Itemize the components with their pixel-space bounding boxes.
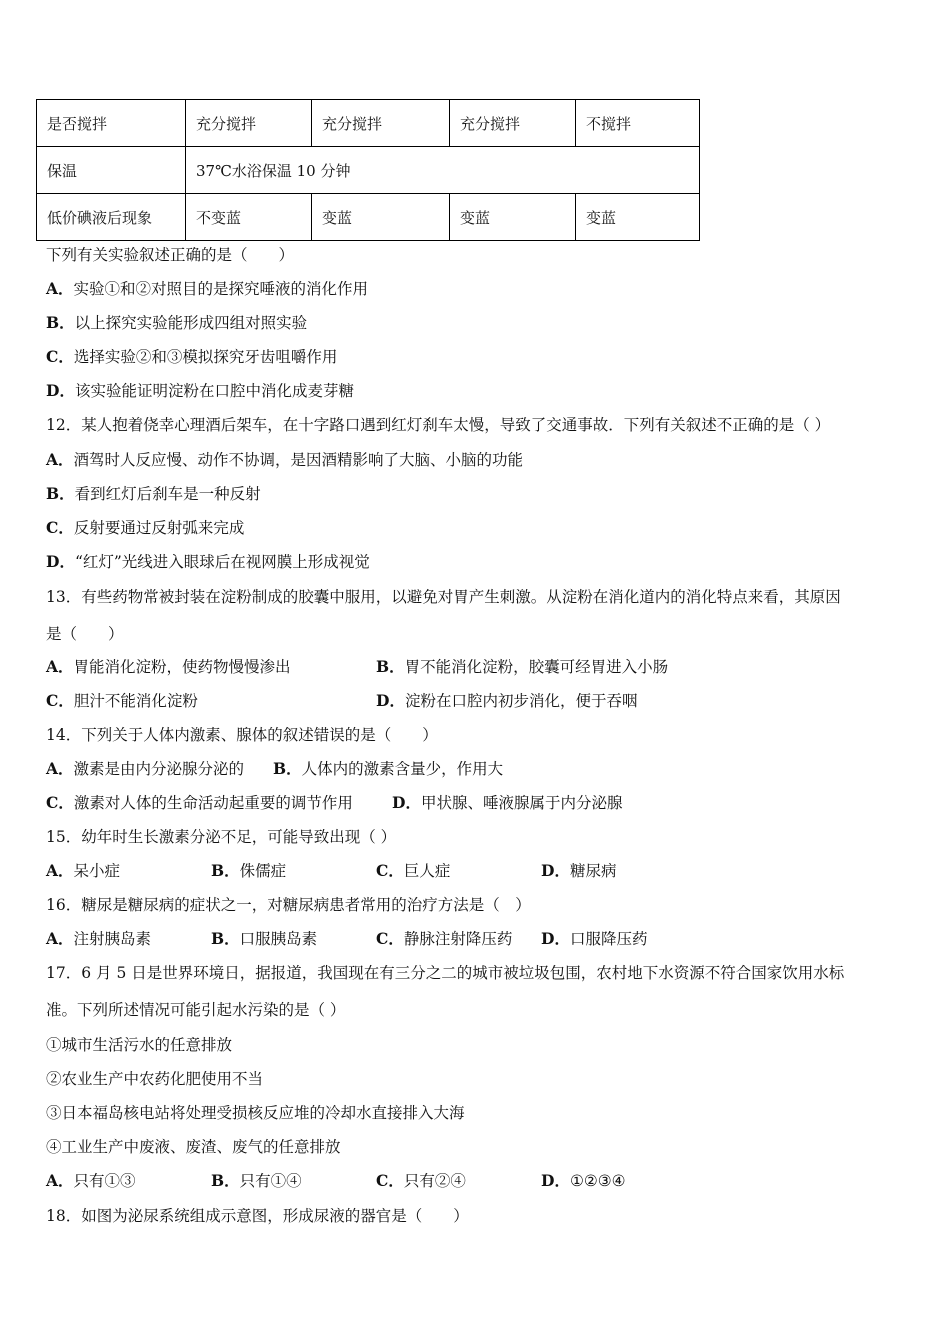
option-letter: D． [392, 793, 421, 812]
option-letter: A． [46, 861, 74, 880]
option-text: 激素对人体的生命活动起重要的调节作用 [73, 794, 353, 812]
option-text: 人体内的激素含量少，作用大 [301, 760, 504, 778]
table-cell: 充分搅拌 [450, 100, 576, 147]
option-text: 巨人症 [403, 862, 451, 880]
option-text: 胃能消化淀粉，使药物慢慢渗出 [73, 658, 291, 676]
table-row [37, 194, 700, 241]
option-letter: A． [46, 929, 74, 948]
experiment-table [36, 99, 700, 241]
option-text: 糖尿病 [569, 862, 617, 880]
option-letter: A． [46, 1171, 74, 1190]
table-cell: 变蓝 [450, 194, 576, 241]
option-letter: C． [46, 347, 74, 366]
option-letter: D． [46, 552, 75, 571]
option-text: 该实验能证明淀粉在口腔中消化成麦芽糖 [74, 382, 354, 400]
option-letter: B． [46, 313, 75, 332]
option-text: 注射胰岛素 [73, 930, 152, 948]
option [46, 1171, 136, 1191]
option-text: 只有①④ [239, 1172, 302, 1190]
option [541, 1171, 626, 1191]
table-cell: 充分搅拌 [186, 100, 312, 147]
option-text: 实验①和②对照目的是探究唾液的消化作用 [73, 280, 369, 298]
option-letter: C． [46, 793, 74, 812]
table-cell: 变蓝 [576, 194, 700, 241]
question-stem-continued: 准。下列所述情况可能引起水污染的是（ ） [46, 1001, 346, 1019]
option-text: 口服降压药 [569, 930, 648, 948]
option [211, 929, 317, 949]
option-text: 以上探究实验能形成四组对照实验 [74, 314, 308, 332]
option [46, 518, 244, 538]
question-stem: 下列有关实验叙述正确的是（ ） [46, 246, 295, 264]
option [46, 313, 307, 333]
option-letter: B． [46, 484, 75, 503]
option-text: 呆小症 [73, 862, 121, 880]
option [46, 450, 523, 470]
option-letter: A． [46, 450, 74, 469]
option [46, 929, 151, 949]
table-cell: 变蓝 [312, 194, 450, 241]
option-text: “红灯”光线进入眼球后在视网膜上形成视觉 [74, 553, 370, 571]
option-text: 激素是由内分泌腺分泌的 [73, 760, 245, 778]
option [46, 381, 354, 401]
option-letter: B． [211, 861, 240, 880]
question-stem: 12．某人抱着侥幸心理酒后架车，在十字路口遇到红灯刹车太慢，导致了交通事故．下列有关叙述不正确的是（ ） [46, 416, 831, 434]
option [211, 861, 286, 881]
option-text: 看到红灯后刹车是一种反射 [74, 485, 261, 503]
option-text: 口服胰岛素 [239, 930, 318, 948]
option [46, 279, 368, 299]
option-letter: C． [46, 691, 74, 710]
option [376, 691, 637, 711]
option-letter: C． [376, 1171, 404, 1190]
table-cell: 不搅拌 [576, 100, 700, 147]
row-label: 低价碘液后现象 [37, 194, 186, 241]
option-text: 胃不能消化淀粉，胶囊可经胃进入小肠 [404, 658, 669, 676]
question-stem: 15．幼年时生长激素分泌不足，可能导致出现（ ） [46, 828, 397, 846]
option [46, 759, 244, 779]
option [541, 929, 647, 949]
option [46, 793, 353, 813]
row-label: 是否搅拌 [37, 100, 186, 147]
option-letter: C． [46, 518, 74, 537]
option-text: 侏儒症 [239, 862, 287, 880]
option-text: 静脉注射降压药 [403, 930, 513, 948]
option [273, 759, 503, 779]
option-letter: B． [376, 657, 405, 676]
option [376, 861, 450, 881]
option [46, 657, 291, 677]
option [376, 1171, 466, 1191]
option [46, 347, 337, 367]
question-stem: 13．有些药物常被封装在淀粉制成的胶囊中服用，以避免对胃产生刺激。从淀粉在消化道内的消化特点来看，其原因 [46, 588, 841, 606]
option-letter: C． [376, 929, 404, 948]
option-text: 酒驾时人反应慢、动作不协调，是因酒精影响了大脑、小脑的功能 [73, 451, 524, 469]
option [392, 793, 622, 813]
option-letter: D． [541, 861, 570, 880]
table-cell: 不变蓝 [186, 194, 312, 241]
option-letter: D． [46, 381, 75, 400]
question-stem: 16．糖尿是糖尿病的症状之一，对糖尿病患者常用的治疗方法是（ ） [46, 896, 531, 914]
option-letter: A． [46, 657, 74, 676]
option [46, 861, 120, 881]
option-text: 只有②④ [403, 1172, 466, 1190]
question-stem-continued: 是（ ） [46, 625, 124, 643]
option [46, 552, 370, 572]
option [376, 929, 512, 949]
list-item: ④工业生产中废液、废渣、废气的任意排放 [46, 1138, 341, 1156]
option-text: 选择实验②和③模拟探究牙齿咀嚼作用 [73, 348, 338, 366]
option-text: ①②③④ [569, 1172, 626, 1190]
question-stem: 14．下列关于人体内激素、腺体的叙述错误的是（ ） [46, 726, 438, 744]
option-letter: C． [376, 861, 404, 880]
table-cell: 37℃水浴保温 10 分钟 [186, 147, 700, 194]
option [211, 1171, 302, 1191]
option-letter: B． [273, 759, 302, 778]
option-letter: A． [46, 279, 74, 298]
list-item: ③日本福岛核电站将处理受损核反应堆的冷却水直接排入大海 [46, 1104, 465, 1122]
row-label: 保温 [37, 147, 186, 194]
list-item: ①城市生活污水的任意排放 [46, 1036, 233, 1054]
table-row [37, 147, 700, 194]
option-text: 只有①③ [73, 1172, 136, 1190]
option-letter: B． [211, 929, 240, 948]
option [541, 861, 616, 881]
option-letter: D． [541, 929, 570, 948]
option-letter: B． [211, 1171, 240, 1190]
option-text: 反射要通过反射弧来完成 [73, 519, 245, 537]
option-text: 胆汁不能消化淀粉 [73, 692, 198, 710]
option-letter: D． [541, 1171, 570, 1190]
list-item: ②农业生产中农药化肥使用不当 [46, 1070, 264, 1088]
option-letter: A． [46, 759, 74, 778]
question-stem: 17．6 月 5 日是世界环境日，据报道，我国现在有三分之二的城市被垃圾包围，农村地下水资源不符合国家饮用水标 [46, 964, 845, 982]
table-row [37, 100, 700, 147]
option-text: 淀粉在口腔内初步消化，便于吞咽 [404, 692, 638, 710]
option [46, 484, 261, 504]
option [376, 657, 668, 677]
question-stem: 18．如图为泌尿系统组成示意图，形成尿液的器官是（ ） [46, 1207, 469, 1225]
option-text: 甲状腺、唾液腺属于内分泌腺 [420, 794, 623, 812]
option [46, 691, 198, 711]
table-cell: 充分搅拌 [312, 100, 450, 147]
option-letter: D． [376, 691, 405, 710]
